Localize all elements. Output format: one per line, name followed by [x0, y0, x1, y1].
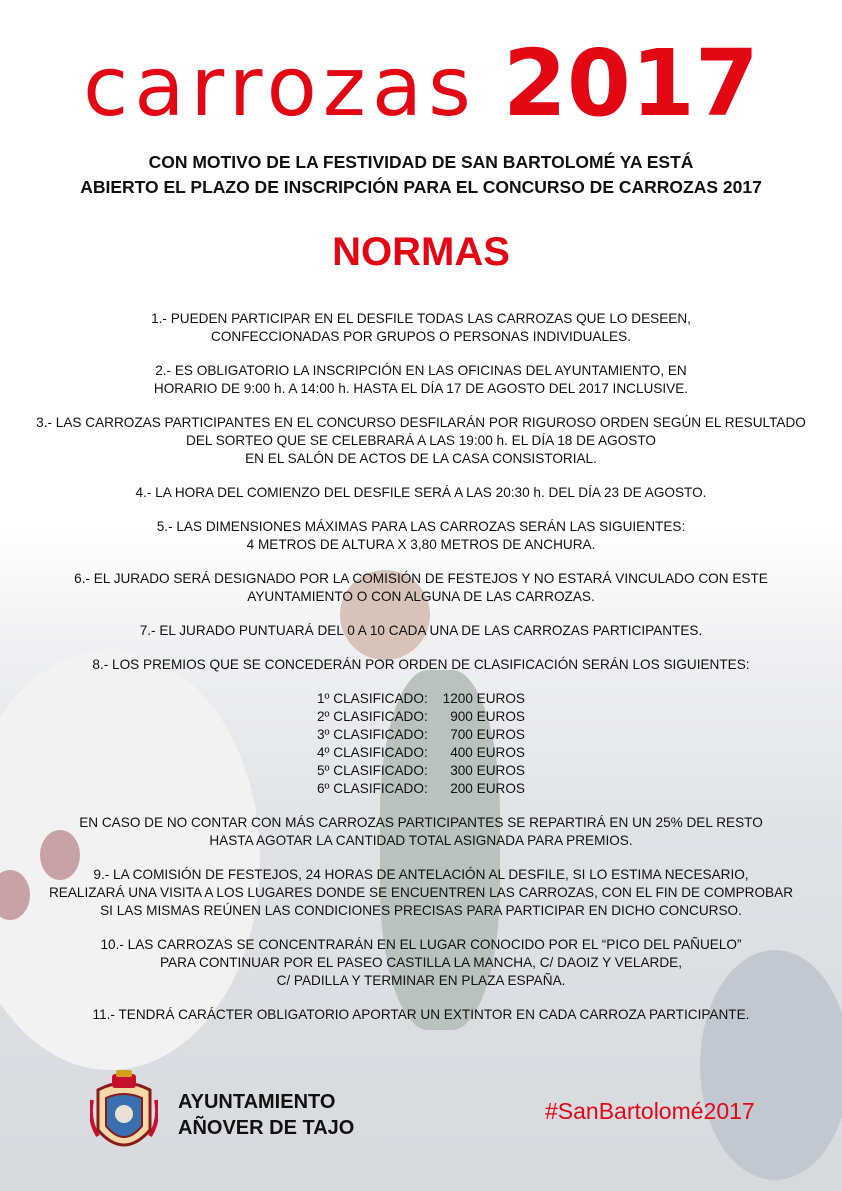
rule-line: 4 METROS DE ALTURA X 3,80 METROS DE ANCHURA. — [246, 537, 596, 552]
hashtag-name: #SanBartolomé — [545, 1098, 704, 1124]
coat-of-arms-icon — [90, 1070, 158, 1162]
prize-label: 2º CLASIFICADO: — [317, 709, 428, 724]
rule-line: 1.- PUEDEN PARTICIPAR EN EL DESFILE TODAS LAS CARROZAS QUE LO DESEEN, — [151, 311, 691, 326]
org-line-2: AÑOVER DE TAJO — [178, 1117, 355, 1139]
prize-value: 300 EUROS — [450, 763, 525, 778]
subtitle-line-1: CON MOTIVO DE LA FESTIVIDAD DE SAN BARTOLOMÉ YA ESTÁ — [148, 152, 694, 172]
rule-line: SI LAS MISMAS REÚNEN LAS CONDICIONES PRECISAS PARA PARTICIPAR EN DICHO CONCURSO. — [100, 903, 742, 918]
org-line-1: AYUNTAMIENTO — [178, 1091, 336, 1113]
poster-title — [0, 30, 842, 137]
rule-7 — [20, 622, 822, 640]
prize-value: 900 EUROS — [450, 709, 525, 724]
rule-line: DEL SORTEO QUE SE CELEBRARÁ A LAS 19:00 h. EL DÍA 18 DE AGOSTO — [186, 433, 656, 448]
rule-line: 5.- LAS DIMENSIONES MÁXIMAS PARA LAS CARROZAS SERÁN LAS SIGUIENTES: — [156, 519, 686, 534]
rule-line: 9.- LA COMISIÓN DE FESTEJOS, 24 HORAS DE ANTELACIÓN AL DESFILE, SI LO ESTIMA NECESARIO, — [93, 867, 749, 882]
rule-line: 7.- EL JURADO PUNTUARÁ DEL 0 A 10 CADA UNA DE LAS CARROZAS PARTICIPANTES. — [139, 623, 703, 638]
prize-value: 200 EUROS — [450, 781, 525, 796]
rule-line: 6.- EL JURADO SERÁ DESIGNADO POR LA COMISIÓN DE FESTEJOS Y NO ESTARÁ VINCULADO CON ESTE — [74, 571, 768, 586]
prize-row — [317, 726, 525, 744]
prize-label: 1º CLASIFICADO: — [317, 691, 428, 706]
hashtag — [545, 1098, 755, 1125]
normas-heading: NORMAS — [332, 230, 510, 274]
rule-line: EN CASO DE NO CONTAR CON MÁS CARROZAS PARTICIPANTES SE REPARTIRÁ EN UN 25% DEL RESTO — [79, 815, 763, 830]
prize-label: 3º CLASIFICADO: — [317, 727, 428, 742]
prize-row — [317, 780, 525, 798]
rule-line: HORARIO DE 9:00 h. A 14:00 h. HASTA EL DÍA 17 DE AGOSTO DEL 2017 INCLUSIVE. — [153, 381, 689, 396]
prize-row — [317, 690, 525, 708]
prize-value: 400 EUROS — [450, 745, 525, 760]
rule-line: 10.- LAS CARROZAS SE CONCENTRARÁN EN EL LUGAR CONOCIDO POR EL “PICO DEL PAÑUELO” — [100, 937, 742, 952]
rule-line: CONFECCIONADAS POR GRUPOS O PERSONAS INDIVIDUALES. — [211, 329, 631, 344]
prize-value: 700 EUROS — [450, 727, 525, 742]
rule-3 — [20, 414, 822, 468]
rule-line: 11.- TENDRÁ CARÁCTER OBLIGATORIO APORTAR UN EXTINTOR EN CADA CARROZA PARTICIPANTE. — [92, 1007, 750, 1022]
rule-after-4 — [20, 1006, 822, 1024]
rule-line: 8.- LOS PREMIOS QUE SE CONCEDERÁN POR ORDEN DE CLASIFICACIÓN SERÁN LOS SIGUIENTES: — [92, 657, 750, 672]
rule-after-1 — [20, 814, 822, 850]
rule-after-2 — [20, 866, 822, 920]
subtitle-line-2: ABIERTO EL PLAZO DE INSCRIPCIÓN PARA EL CONCURSO DE CARROZAS 2017 — [80, 177, 762, 197]
rule-line: 2.- ES OBLIGATORIO LA INSCRIPCIÓN EN LAS OFICINAS DEL AYUNTAMIENTO, EN — [155, 363, 687, 378]
prize-label: 6º CLASIFICADO: — [317, 781, 428, 796]
prize-value: 1200 EUROS — [442, 691, 525, 706]
rule-line: PARA CONTINUAR POR EL PASEO CASTILLA LA MANCHA, C/ DAOIZ Y VELARDE, — [160, 955, 682, 970]
rule-4 — [20, 484, 822, 502]
subtitle — [0, 150, 842, 200]
prize-row — [317, 708, 525, 726]
prize-row — [317, 744, 525, 762]
title-word: carrozas — [83, 40, 477, 135]
rule-after-3 — [20, 936, 822, 990]
title-year: 2017 — [502, 30, 759, 137]
rule-1 — [20, 310, 822, 346]
rule-line: AYUNTAMIENTO O CON ALGUNA DE LAS CARROZAS. — [247, 589, 595, 604]
rule-2 — [20, 362, 822, 398]
rule-line: HASTA AGOTAR LA CANTIDAD TOTAL ASIGNADA PARA PREMIOS. — [209, 833, 633, 848]
prize-list — [317, 690, 525, 798]
prize-label: 4º CLASIFICADO: — [317, 745, 428, 760]
rules-list — [20, 310, 822, 1040]
organization-name — [178, 1089, 354, 1141]
rule-line: 4.- LA HORA DEL COMIENZO DEL DESFILE SERÁ A LAS 20:30 h. DEL DÍA 23 DE AGOSTO. — [135, 485, 707, 500]
hashtag-year: 2017 — [703, 1098, 755, 1124]
rule-line: REALIZARÁ UNA VISITA A LOS LUGARES DONDE SE ENCUENTREN LAS CARROZAS, CON EL FIN DE COMPROBAR — [48, 885, 794, 900]
rule-line: C/ PADILLA Y TERMINAR EN PLAZA ESPAÑA. — [276, 973, 566, 988]
rule-8 — [20, 656, 822, 674]
rule-line: EN EL SALÓN DE ACTOS DE LA CASA CONSISTORIAL. — [245, 451, 597, 466]
rule-5 — [20, 518, 822, 554]
prize-row — [317, 762, 525, 780]
prize-label: 5º CLASIFICADO: — [317, 763, 428, 778]
rule-6 — [20, 570, 822, 606]
rule-line: 3.- LAS CARROZAS PARTICIPANTES EN EL CONCURSO DESFILARÁN POR RIGUROSO ORDEN SEGÚN EL RESULTADO — [36, 415, 806, 430]
